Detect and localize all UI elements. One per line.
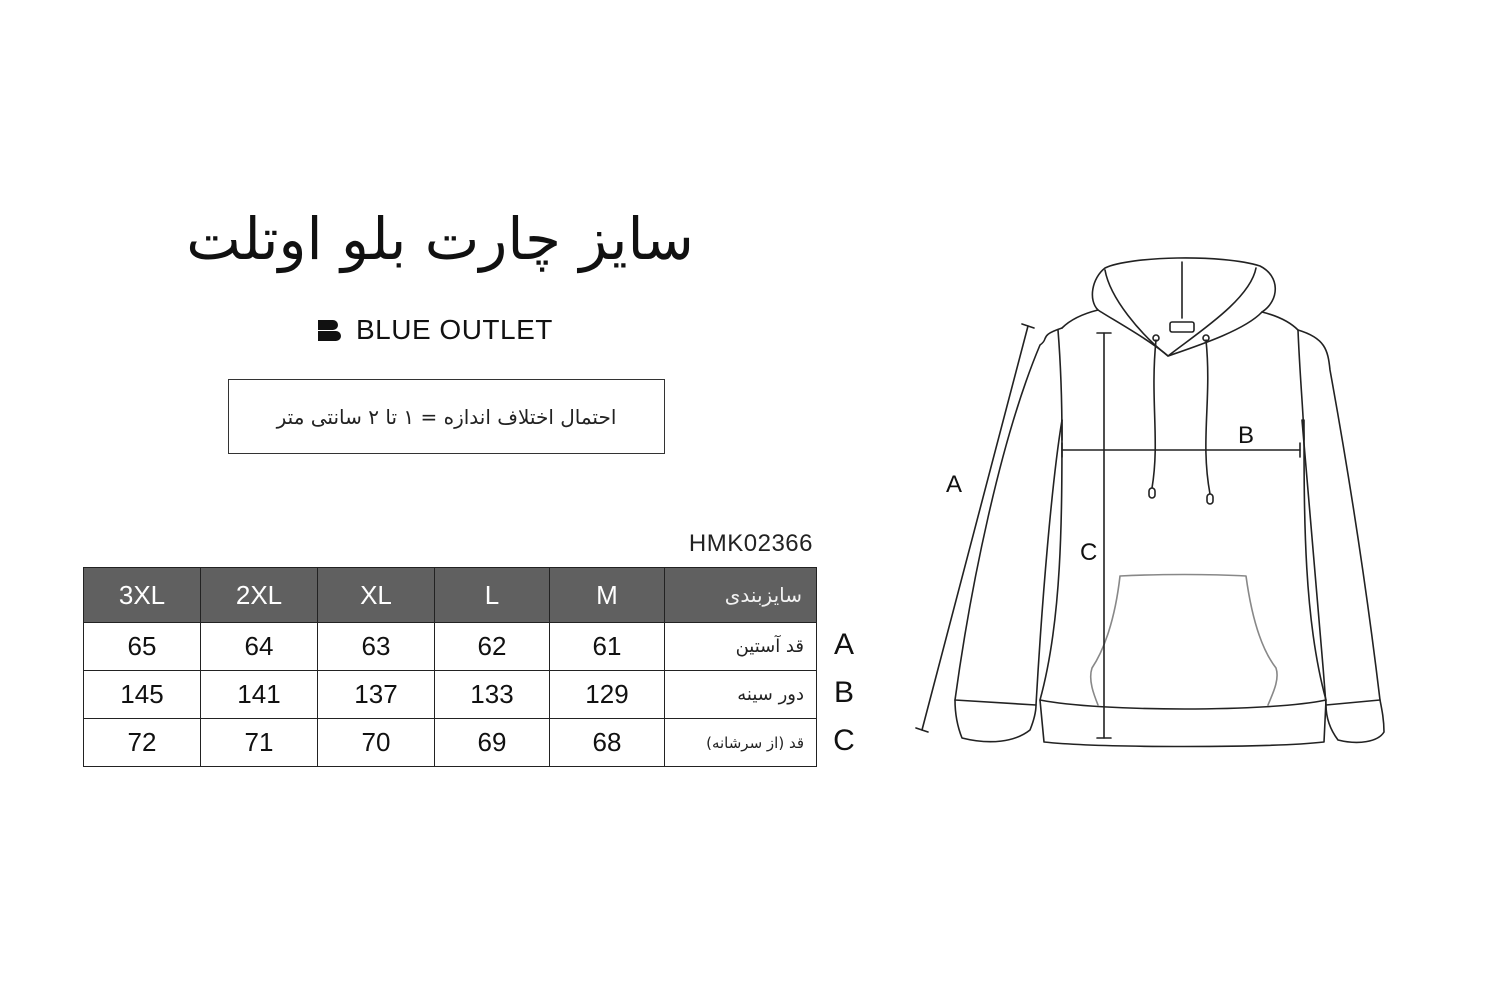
size-header-xl: XL — [318, 568, 435, 623]
table-cell: 62 — [435, 623, 550, 671]
hoodie-outline-icon — [905, 240, 1385, 760]
tolerance-note: احتمال اختلاف اندازه = ۱ تا ۲ سانتی متر — [228, 379, 665, 454]
table-cell: 129 — [550, 671, 665, 719]
table-cell: 64 — [201, 623, 318, 671]
table-cell: 68 — [550, 719, 665, 767]
table-cell: 71 — [201, 719, 318, 767]
product-code: HMK02366 — [688, 530, 813, 557]
size-header-l: L — [435, 568, 550, 623]
table-cell: 63 — [318, 623, 435, 671]
table-header-row — [84, 568, 817, 623]
label-b: B — [1238, 422, 1255, 449]
table-cell: 61 — [550, 623, 665, 671]
row-label-chest: دور سینه — [665, 671, 817, 719]
label-c: C — [1080, 539, 1098, 566]
row-label-length: قد (از سرشانه) — [665, 719, 817, 767]
table-row — [84, 623, 817, 671]
table-cell: 145 — [84, 671, 201, 719]
table-cell: 141 — [201, 671, 318, 719]
size-header-m: M — [550, 568, 665, 623]
page-title: سایز چارت بلو اوتلت — [186, 205, 694, 273]
brand — [316, 312, 553, 348]
table-row — [84, 671, 817, 719]
row-letter-c: C — [833, 724, 855, 757]
table-cell: 65 — [84, 623, 201, 671]
size-header-2xl: 2XL — [201, 568, 318, 623]
table-row — [84, 719, 817, 767]
table-cell: 69 — [435, 719, 550, 767]
size-header-3xl: 3XL — [84, 568, 201, 623]
size-table — [83, 567, 817, 767]
brand-name: BLUE OUTLET — [356, 314, 553, 345]
table-cell: 137 — [318, 671, 435, 719]
row-label-sleeve: قد آستین — [665, 623, 817, 671]
table-cell: 133 — [435, 671, 550, 719]
label-a: A — [946, 471, 963, 498]
table-cell: 72 — [84, 719, 201, 767]
table-cell: 70 — [318, 719, 435, 767]
row-letter-b: B — [833, 676, 854, 709]
row-header-label: سایزبندی — [665, 568, 817, 623]
b-logo-icon — [316, 318, 344, 342]
row-letter-a: A — [833, 628, 854, 661]
